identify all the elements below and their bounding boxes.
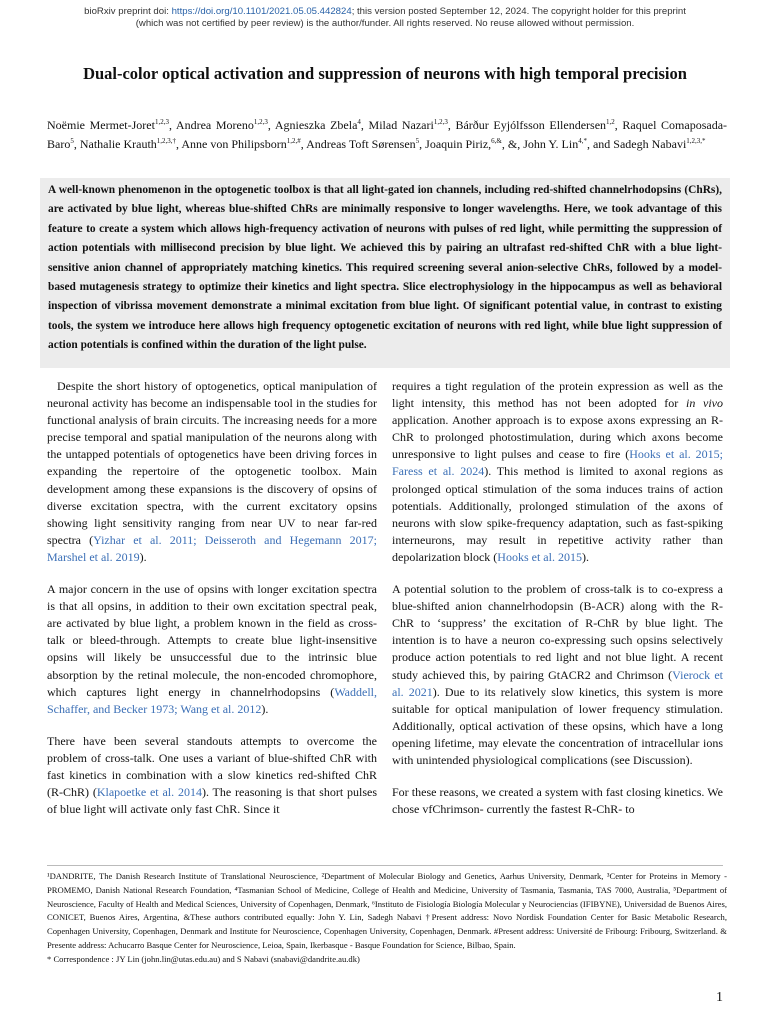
citation-link[interactable]: Yizhar et al. 2011; Deisseroth and Hegemann 2017; Marshel et al. 2019 bbox=[47, 532, 378, 564]
footnote-divider bbox=[47, 865, 723, 866]
author-name: Joaquin Piriz,$^{6,\&}$ bbox=[425, 137, 502, 151]
intro-paragraph-5: A potential solution to the problem of cross-talk is to co-express a blue-shifted anion channelrhodopsin (B-ACR) along with the R-ChR to ‘suppress’ the excitation of R-ChR by blue light. The intention is to have a neuron co-expressing such opsins selectively produce action potentials to red light and not blue light. A recent study achieved this, by pairing GtACR2 and Chrimson (Vierock et al. 2021). Due to its relatively slow kinetics, this system is more suitable for optical manipulation of lower frequency stimulation. Additionally, optical activation of these opsins, which have a long opening lifetime, may elevate the concentration of intracellular ions with unintended physiological complications (see Discussion). bbox=[392, 582, 723, 767]
author-affiliation-marker: 1,2,# bbox=[286, 137, 301, 145]
author-name: Raquel Comaposada-Baro$^5$ bbox=[47, 118, 728, 151]
author-name: Noëmie Mermet-Joret$^{1,2,3}$ bbox=[47, 118, 169, 132]
citation-link[interactable]: Klapoetke et al. 2014 bbox=[96, 785, 202, 800]
abstract: A well-known phenomenon in the optogenetic toolbox is that all light-gated ion channels, including red-shifted channelrhodopsins (ChRs), are activated by blue light, whereas blue-shifted ChRs are minimally responsive to longer wavelengths. Here, we took advantage of this feature to create a system which allows high-frequency activation of neurons with pulses of red light, while permitting the suppression of action potentials with millisecond precision by blue light. We achieved this by pairing an ultrafast red-shifted ChR with a blue light-sensitive anion channel of appropriately matching kinetics. This required screening several anion-selective ChRs, followed by a model-based mutagenesis strategy to optimize their kinetics and light spectra. Slice electrophysiology in the hippocampus as well as behavioral inspection of vibrissa movement demonstrate a minimal excitation from blue light. Of significant potential value, in contrast to existing tools, the system we introduce here allows high frequency optogenetic excitation of neurons with red light, while blue light suppression of action potentials is confined within the duration of the light pulse. bbox=[40, 178, 730, 368]
author-affiliation-marker: 1,2,3 bbox=[154, 118, 169, 126]
citation-link[interactable]: Vierock et al. 2021 bbox=[392, 667, 723, 699]
left-column bbox=[47, 378, 377, 833]
author-name: Anne von Philipsborn$^{1,2,\#}$ bbox=[181, 137, 301, 151]
author-affiliation-marker: 6,& bbox=[491, 137, 502, 145]
author-name: Agnieszka Zbela$^4$ bbox=[274, 118, 361, 132]
author-affiliation-marker: 4 bbox=[357, 118, 361, 126]
right-column bbox=[392, 378, 723, 833]
affiliations: ¹DANDRITE, The Danish Research Institute of Translational Neuroscience, ²Department of Molecular Biology and Genetics, Aarhus University, Denmark, ³Center for Proteins in Memory - PROMEMO, Danish National Research Foundation, ⁴Tasmanian School of Medicine, College of Health and Medicine, University of Tasmania, Tasmania, TAS 7000, Australia, ⁵Department of Neuroscience, Faculty of Health and Medical Sciences, University of Copenhagen, Denmark, ⁶Instituto de Fisiología Biología Molecular y Neurociencias (IFIBYNE), Universidad de Buenos Aires, CONICET, Buenos Aires, Argentina, &These authors contributed equally: John Y. Lin, Sadegh Nabavi †Present address: Novo Nordisk Foundation Center for Basic Metabolic Research, Copenhagen University, Copenhagen, Denmark and Institute for Neuroscience, Copenhagen University, Copenhagen, Denmark. #Present address: Université de Fribourg: Fribourg, Switzerland. & Presente address: Achucarro Basque Center for Neuroscience, Leioa, Spain, Ikerbasque - Basque Foundation for Science, Bilbao, Spain. bbox=[47, 871, 727, 950]
author-affiliation-marker: 1,2,3,* bbox=[686, 137, 706, 145]
author-affiliation-marker: 5 bbox=[415, 137, 420, 145]
author-name: Andreas Toft Sørensen$^5$ bbox=[306, 137, 420, 151]
citation-link[interactable]: Waddell, Schaffer, and Becker 1973; Wang et al. 2012 bbox=[47, 684, 377, 716]
preprint-banner bbox=[0, 6, 770, 30]
author-affiliation-marker: 1,2 bbox=[606, 118, 615, 126]
citation-link[interactable]: Hooks et al. 2015; Faress et al. 2024 bbox=[392, 447, 723, 479]
author-name: Milad Nazari$^{1,2,3}$ bbox=[368, 118, 448, 132]
author-affiliation-marker: 1,2,3 bbox=[253, 118, 268, 126]
author-name: &, John Y. Lin$^{4,*}$ bbox=[507, 137, 587, 151]
author-affiliation-marker: 1,2,3 bbox=[433, 118, 448, 126]
author-affiliation-marker: 1,2,3,† bbox=[156, 137, 177, 145]
footnotes bbox=[47, 870, 727, 967]
intro-paragraph-4: requires a tight regulation of the protein expression as well as the light intensity, this method has not been adopted for in vivo application. Another approach is to expose axons expressing an R-ChR to prolonged photostimulation, during which axons become unresponsive to light pulses and cease to fire (Hooks et al. 2015; Faress et al. 2024). This method is limited to axonal regions as prolonged optical stimulation of the soma induces trains of action potentials. Additionally, prolonged stimulation of the axons of neurons with slow spike-frequency adaptation, such as fast-spiking interneurons, may result in repetitive activity rather than depolarization block (Hooks et al. 2015). bbox=[392, 379, 724, 564]
doi-link[interactable]: https://doi.org/10.1101/2021.05.05.442824 bbox=[171, 6, 352, 17]
paper-title: Dual-color optical activation and suppression of neurons with high temporal precision bbox=[83, 64, 687, 83]
author-list: Noëmie Mermet-Joret$^{1,2,3}$, Andrea Moreno$^{1,2,3}$, Agnieszka Zbela$^4$, Milad Nazari$^{1,2,3}$, Bárður Eyjólfsson Ellendersen$^{1,2}$, Raquel Comaposada-Baro$^5$, Nathalie Krauth$^{1,2,3,\dagger}$, Anne von Philipsborn$^{1,2,\#}$, Andreas Toft Sørensen$^5$, Joaquin Piriz,$^{6,\&}$, &, John Y. Lin$^{4,*}$, and Sadegh Nabavi$^{1,2,3,*}$ bbox=[47, 118, 728, 151]
intro-paragraph-1: Despite the short history of optogenetics, optical manipulation of neuronal activity has become an indispensable tool in the studies for functional analysis of brain circuits. The increasing needs for a more precise temporal and spatial manipulation of the neurons along with the untapped potentials of optogenetics have been driving forces in expanding the repertoire of the optogenetic toolbox. Main development among these expansions is the discovery of opsins of diverse excitation spectra, with the current excitatory opsins showing light sensitivity ranging from near UV to near far-red spectra (Yizhar et al. 2011; Deisseroth and Hegemann 2017; Marshel et al. 2019). bbox=[47, 379, 378, 564]
author-name: Andrea Moreno$^{1,2,3}$ bbox=[175, 118, 268, 132]
author-name: Nathalie Krauth$^{1,2,3,\dagger}$ bbox=[79, 137, 177, 151]
citation-link[interactable]: Hooks et al. 2015 bbox=[497, 549, 582, 564]
author-name: and Sadegh Nabavi$^{1,2,3,*}$ bbox=[592, 137, 706, 151]
author-affiliation-marker: 5 bbox=[70, 137, 74, 145]
author-name: Bárður Eyjólfsson Ellendersen$^{1,2}$ bbox=[455, 118, 615, 132]
correspondence: * Correspondence : JY Lin (john.lin@utas.edu.au) and S Nabavi (snabavi@dandrite.au.dk) bbox=[47, 953, 360, 964]
intro-paragraph-6: For these reasons, we created a system with fast closing kinetics. We chose vfChrimson- currently the fastest R-ChR- to bbox=[392, 785, 723, 817]
intro-paragraph-3: There have been several standouts attempts to overcome the problem of cross-talk. One uses a variant of blue-shifted ChR with fast kinetics in combination with a slow kinetics red-shifted ChR (R-ChR) (Klapoetke et al. 2014). The reasoning is that short pulses of blue light will activate only fast ChR. Since it bbox=[47, 733, 377, 817]
author-affiliation-marker: 4,* bbox=[578, 137, 587, 145]
banner-line-2: (which was not certified by peer review) is the author/funder. All rights reserved. No reuse allowed without permission. bbox=[135, 18, 635, 29]
intro-paragraph-2: A major concern in the use of opsins with longer excitation spectra is that all opsins, in addition to their own excitation spectral peak, are activated by blue light, a problem known in the field as cross-talk or bleed-through. Attempts to create blue light-insensitive opsins will likely be unsuccessful due to the intrinsic blue absorption by the retinal molecule, the non-encoded chromophore, which captures light energy in channelrhodopsins (Waddell, Schaffer, and Becker 1973; Wang et al. 2012). bbox=[47, 582, 377, 716]
banner-line-1: bioRxiv preprint doi: https://doi.org/10.1101/2021.05.05.442824; this version posted September 12, 2024. The copyright holder for this preprint bbox=[84, 6, 686, 17]
page-number: 1 bbox=[716, 990, 723, 1005]
